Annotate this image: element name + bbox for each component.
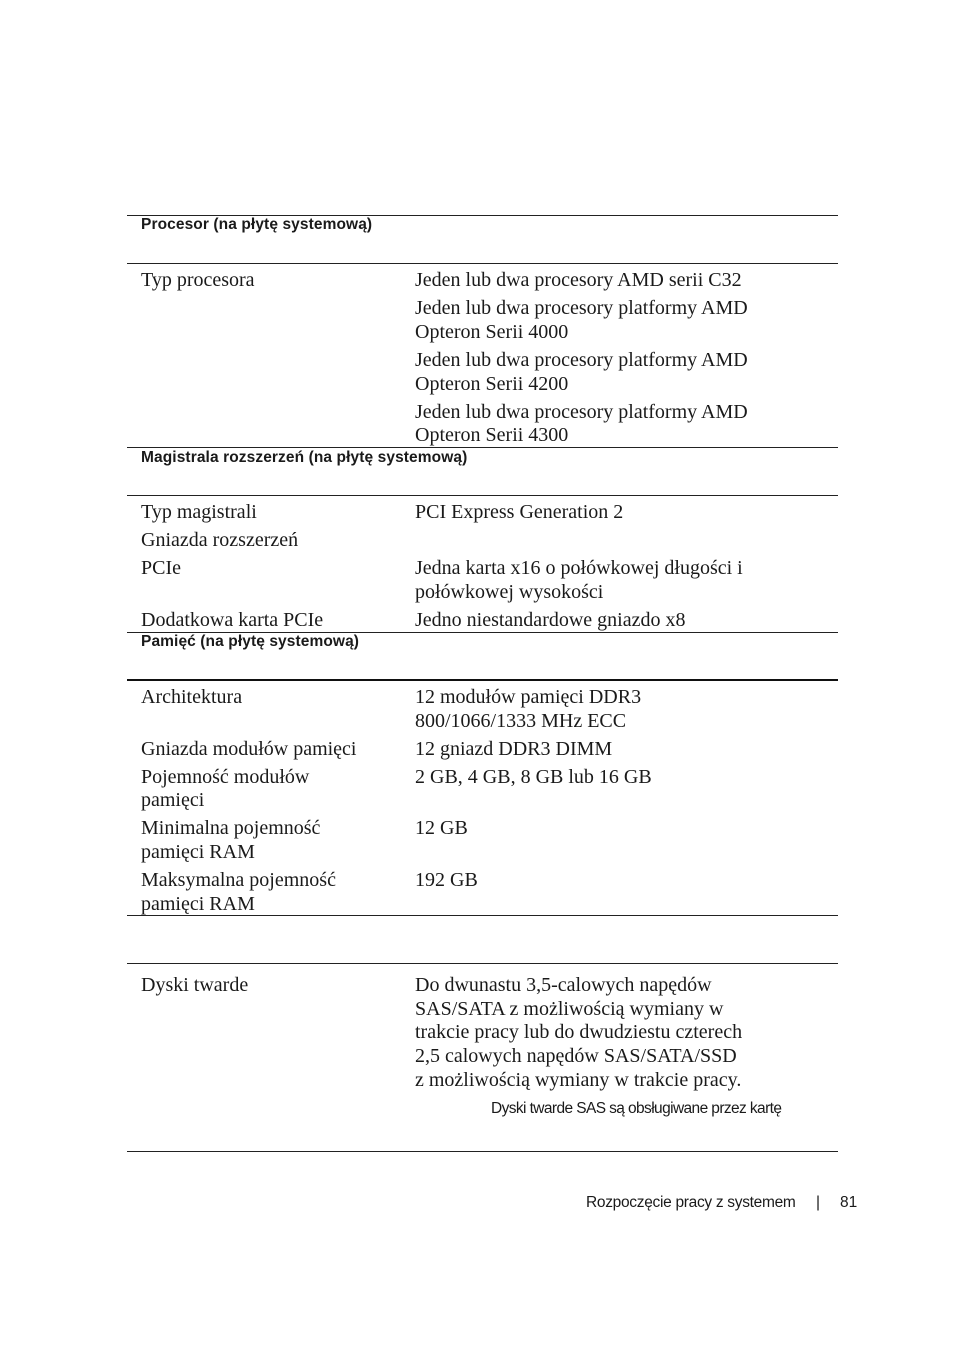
spec-label-extra-pcie: Dodatkowa karta PCIe (141, 609, 324, 631)
spec-value-line: z możliwością wymiany w trakcie pracy. (415, 1069, 742, 1091)
spec-value-line: Jeden lub dwa procesory platformy AMD (415, 401, 748, 423)
spec-value-line: 12 gniazd DDR3 DIMM (415, 738, 613, 760)
spec-label-pcie: PCIe (141, 557, 181, 579)
spec-value-line: 800/1066/1333 MHz ECC (415, 710, 627, 732)
spec-value-line: Jedno niestandardowe gniazdo x8 (415, 609, 686, 631)
section-top-rule (127, 447, 838, 448)
spec-value-line: 192 GB (415, 869, 478, 891)
spec-value-line: Opteron Serii 4000 (415, 321, 569, 343)
section-heading-bus: Magistrala rozszerzeń (na płytę systemową) (141, 449, 468, 466)
section-heading-processor: Procesor (na płytę systemową) (141, 216, 373, 233)
spec-label-expansion-slots: Gniazda rozszerzeń (141, 529, 299, 551)
section-header-rule (127, 263, 838, 264)
page-number: 81 (840, 1194, 858, 1211)
section-bottom-rule (127, 1151, 838, 1152)
spec-value-line: Opteron Serii 4200 (415, 373, 569, 395)
spec-label-bus-type: Typ magistrali (141, 501, 257, 523)
spec-value-line: 2 GB, 4 GB, 8 GB lub 16 GB (415, 766, 652, 788)
spec-label-processor-type: Typ procesora (141, 269, 255, 291)
spec-label-module-capacity: Pojemność modułów (141, 766, 310, 788)
spec-value-line: Jeden lub dwa procesory platformy AMD (415, 297, 748, 319)
spec-label-max-ram: Maksymalna pojemność (141, 869, 336, 891)
footer-chapter-title: Rozpoczęcie pracy z systemem (586, 1194, 796, 1211)
spec-value-line: Jeden lub dwa procesory AMD serii C32 (415, 269, 742, 291)
section-top-rule (127, 915, 838, 916)
spec-label-min-ram: pamięci RAM (141, 841, 255, 863)
sas-note: Dyski twarde SAS są obsługiwane przez kartę (491, 1100, 782, 1117)
footer-separator: | (816, 1194, 821, 1211)
spec-value-line: 2,5 calowych napędów SAS/SATA/SSD (415, 1045, 737, 1067)
spec-label-min-ram: Minimalna pojemność (141, 817, 321, 839)
spec-value-line: PCI Express Generation 2 (415, 501, 624, 523)
section-header-rule (127, 963, 838, 964)
section-header-rule (127, 495, 838, 496)
section-heading-memory: Pamięć (na płytę systemową) (141, 633, 360, 650)
spec-label-architecture: Architektura (141, 686, 243, 708)
spec-value-line: Jedna karta x16 o połówkowej długości i (415, 557, 743, 579)
spec-value-line: 12 GB (415, 817, 468, 839)
section-header-rule (127, 679, 838, 681)
spec-value-line: Do dwunastu 3,5-calowych napędów (415, 974, 712, 996)
spec-value-line: Opteron Serii 4300 (415, 424, 569, 446)
spec-value-line: trakcie pracy lub do dwudziestu czterech (415, 1021, 743, 1043)
spec-label-memory-slots: Gniazda modułów pamięci (141, 738, 357, 760)
spec-value-line: SAS/SATA z możliwością wymiany w (415, 998, 724, 1020)
spec-value-line: Jeden lub dwa procesory platformy AMD (415, 349, 748, 371)
spec-label-hard-drives: Dyski twarde (141, 974, 249, 996)
spec-label-max-ram: pamięci RAM (141, 893, 255, 915)
spec-value-line: 12 modułów pamięci DDR3 (415, 686, 642, 708)
spec-value-line: połówkowej wysokości (415, 581, 604, 603)
spec-label-module-capacity: pamięci (141, 789, 205, 811)
